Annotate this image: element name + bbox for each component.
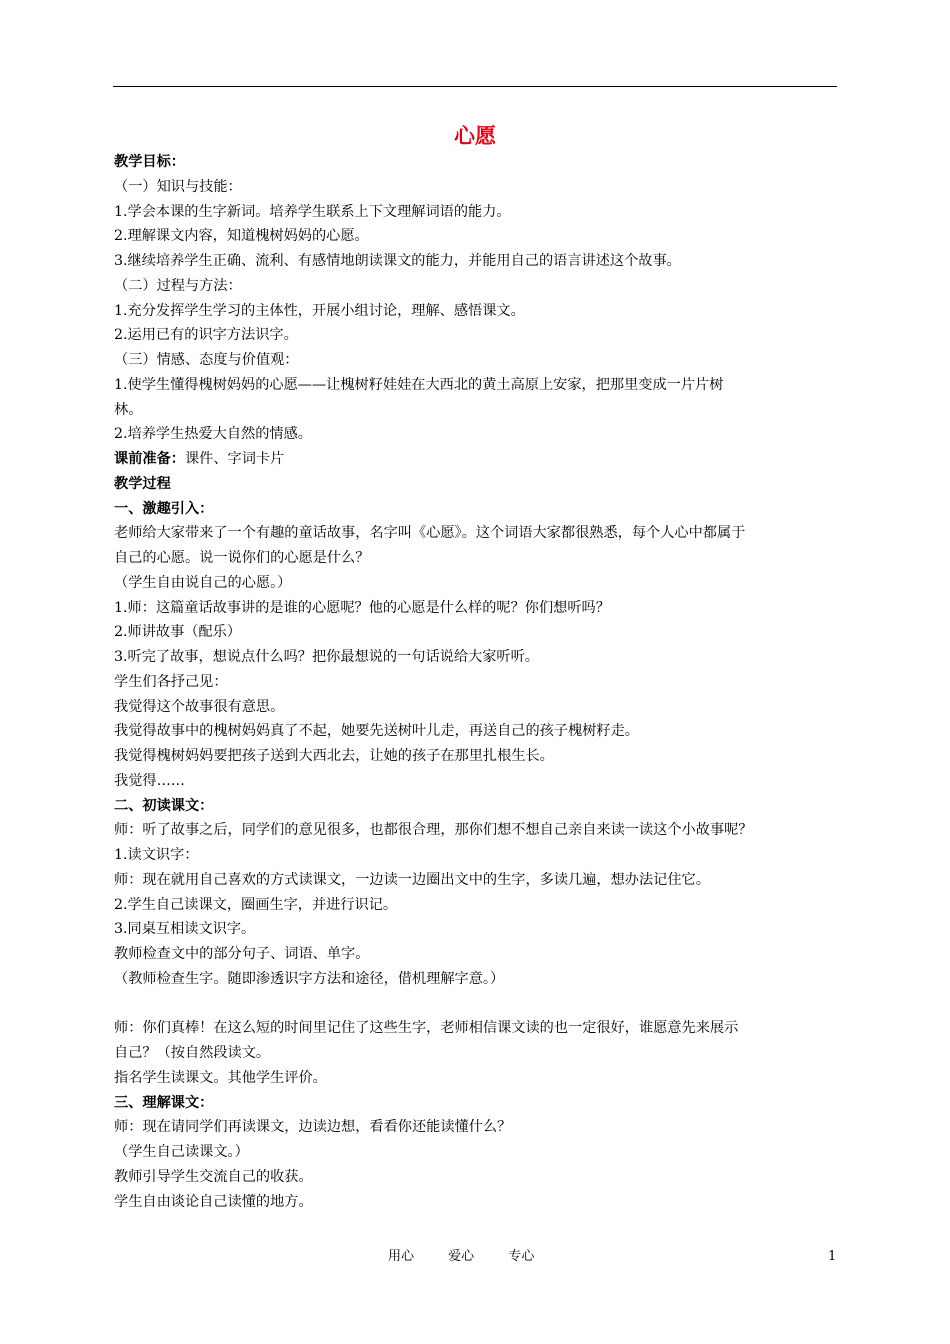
text-line: 我觉得这个故事很有意思。 <box>114 698 285 715</box>
text-line: （二）过程与方法： <box>114 277 242 294</box>
text-line: （一）知识与技能： <box>114 178 242 195</box>
text-line: 1.充分发挥学生学习的主体性，开展小组讨论，理解、感悟课文。 <box>114 302 525 319</box>
text-line <box>114 447 840 472</box>
page-footer <box>0 1247 950 1267</box>
text-line: 师：现在就用自己喜欢的方式读课文，一边读一边圈出文中的生字，多读几遍，想办法记住它。 <box>114 871 710 888</box>
footer-motto <box>388 1247 564 1267</box>
text-line: 教学目标： <box>114 154 185 170</box>
text-line: 自己？（按自然段读文。 <box>114 1045 271 1061</box>
text-line: 教师引导学生交流自己的收获。 <box>114 1168 313 1185</box>
text-line: 1.读文识字： <box>114 847 199 863</box>
text-line: 师：现在请同学们再读课文，边读边想，看看你还能读懂什么？ <box>114 1119 512 1136</box>
text-line: 学生自由谈论自己读懂的地方。 <box>114 1193 313 1210</box>
footer-motto-1: 用心 <box>388 1249 415 1264</box>
footer-motto-2: 爱心 <box>448 1249 475 1264</box>
text-line: 1.师：这篇童话故事讲的是谁的心愿呢？他的心愿是什么样的呢？你们想听吗？ <box>114 599 610 616</box>
text-line: 3.继续培养学生正确、流利、有感情地朗读课文的能力，并能用自己的语言讲述这个故事。 <box>114 253 681 269</box>
text-line: 3.同桌互相读文识字。 <box>114 921 256 938</box>
text-line: 二、初读课文： <box>114 797 214 814</box>
footer-motto-3: 专心 <box>508 1249 535 1264</box>
text-line: 2.运用已有的识字方法识字。 <box>114 327 298 344</box>
line-label: 课前准备： <box>114 451 185 467</box>
text-line: 自己的心愿。说一说你们的心愿是什么？ <box>114 550 370 566</box>
text-line: （学生自己读课文。） <box>114 1144 249 1160</box>
line-text: 课件、字词卡片 <box>184 451 285 467</box>
document-title: 心愿 <box>454 124 496 148</box>
text-line: 师：你们真棒！在这么短的时间里记住了这些生字，老师相信课文读的也一定很好，谁愿意先来展示 <box>114 1020 739 1037</box>
text-line: 学生们各抒己见： <box>114 673 228 690</box>
text-line: 2.理解课文内容，知道槐树妈妈的心愿。 <box>114 228 369 245</box>
text-line: （学生自由说自己的心愿。） <box>114 574 292 591</box>
text-line <box>114 992 840 1017</box>
text-line: 2.培养学生热爱大自然的情感。 <box>114 426 312 443</box>
text-line: （三）情感、态度与价值观： <box>114 352 299 368</box>
text-line: 林。 <box>114 401 143 418</box>
text-line: 3.听完了故事，想说点什么吗？把你最想说的一句话说给大家听听。 <box>114 649 539 665</box>
text-line: 教师检查文中的部分句子、词语、单字。 <box>114 946 370 962</box>
text-line: 2.学生自己读课文，圈画生字，并进行识记。 <box>114 896 398 913</box>
text-line: （教师检查生字。随即渗透识字方法和途径，借机理解字意。） <box>114 970 505 987</box>
text-line: 我觉得槐树妈妈要把孩子送到大西北去，让她的孩子在那里扎根生长。 <box>114 748 554 764</box>
text-line: 师：听了故事之后，同学们的意见很多，也都很合理，那你们想不想自己亲自来读一读这个小故事呢？ <box>114 822 753 839</box>
text-line: 一、激趣引入： <box>114 500 214 517</box>
text-line: 1.使学生懂得槐树妈妈的心愿——让槐树籽娃娃在大西北的黄土高原上安家，把那里变成一片片树 <box>114 376 724 393</box>
header-rule <box>113 86 837 87</box>
text-line: 三、理解课文： <box>114 1094 214 1111</box>
text-line: 我觉得…… <box>114 772 185 789</box>
text-line: 1.学会本课的生字新词。培养学生联系上下文理解词语的能力。 <box>114 203 511 220</box>
text-line: 指名学生读课文。其他学生评价。 <box>114 1069 327 1086</box>
page-number: 1 <box>828 1249 837 1264</box>
text-line: 2.师讲故事（配乐） <box>114 624 242 641</box>
text-line: 教学过程 <box>114 475 171 492</box>
text-line: 我觉得故事中的槐树妈妈真了不起，她要先送树叶儿走，再送自己的孩子槐树籽走。 <box>114 723 639 740</box>
document-body <box>114 150 840 1214</box>
text-line: 老师给大家带来了一个有趣的童话故事，名字叫《心愿》。这个词语大家都很熟悉，每个人心中都属于 <box>114 525 746 542</box>
